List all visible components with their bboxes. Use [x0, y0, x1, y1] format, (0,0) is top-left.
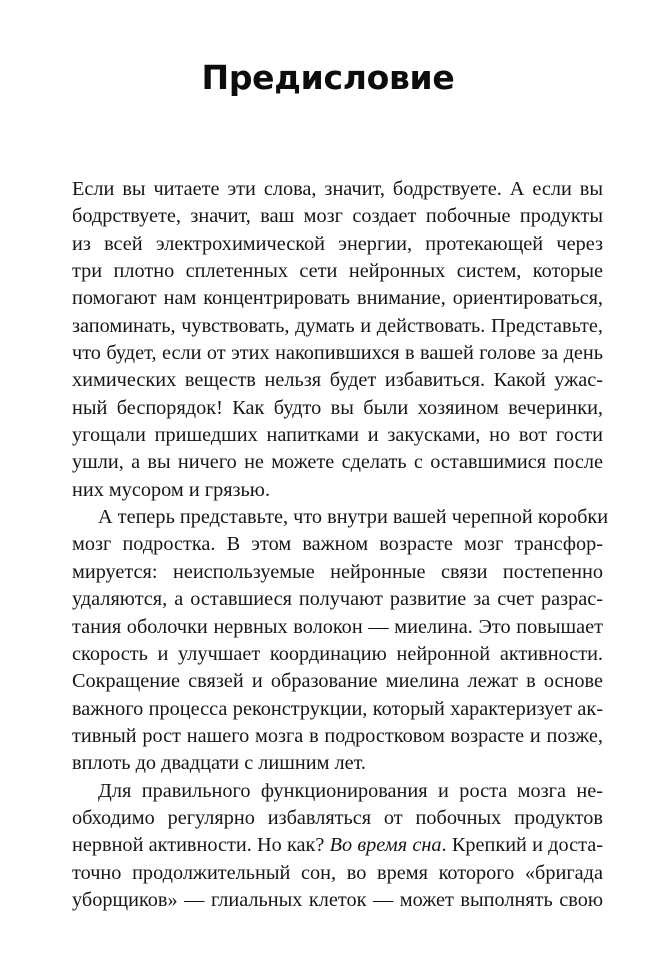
text-line: бодрствуете, значит, ваш мозг создает побочные продукты	[72, 205, 603, 228]
paragraph-3	[72, 778, 603, 915]
text-line: обходимо регулярно избавляться от побочных продуктов	[72, 806, 603, 829]
text-line: помогают нам концентрировать внимание, ориентироваться,	[72, 287, 603, 310]
text-line	[72, 832, 603, 859]
text-run: нервной активности. Но как?	[72, 834, 330, 857]
paragraph-1	[72, 176, 603, 504]
text-line: уборщиков» — глиальных клеток — может выполнять свою	[72, 888, 603, 911]
text-line: из всей электрохимической энергии, протекающей через	[72, 232, 603, 255]
text-line: Для правильного функционирования и роста мозга не-	[98, 779, 603, 802]
text-line: А теперь представьте, что внутри вашей черепной коробки	[98, 506, 609, 529]
text-line: химических веществ нельзя будет избавиться. Какой ужас-	[72, 369, 603, 392]
text-line: мируется: неиспользуемые нейронные связи постепенно	[72, 560, 603, 583]
text-line: три плотно сплетенных сети нейронных систем, которые	[72, 260, 603, 283]
text-line: ушли, а вы ничего не можете сделать с оставшимися после	[72, 451, 603, 474]
text-line: угощали пришедших напитками и закусками, но вот гости	[72, 424, 603, 447]
text-line: ный беспорядок! Как будто вы были хозяином вечеринки,	[72, 396, 603, 419]
text-line: вплоть до двадцати с лишним лет.	[72, 752, 367, 775]
paragraph-2	[72, 504, 609, 777]
emphasis-text: Во время сна	[329, 834, 442, 857]
text-line: мозг подростка. В этом важном возрасте мозг трансфор-	[72, 533, 603, 556]
text-line: скорость и улучшает координацию нейронной активности.	[72, 642, 603, 665]
body-text	[72, 176, 609, 914]
text-line: удаляются, а оставшиеся получают развитие за счет разрас-	[72, 588, 603, 611]
text-run: . Крепкий и доста-	[441, 834, 603, 857]
text-line: Если вы читаете эти слова, значит, бодрствуете. А если вы	[72, 178, 603, 200]
text-line: запоминать, чувствовать, думать и действовать. Представьте,	[72, 314, 603, 337]
text-line: тивный рост нашего мозга в подростковом возрасте и позже,	[72, 724, 603, 747]
chapter-title: Предисловие	[201, 58, 455, 97]
text-line: них мусором и грязью.	[72, 478, 271, 501]
text-line: Сокращение связей и образование миелина лежат в основе	[72, 670, 603, 693]
text-line: важного процесса реконструкции, который характеризует ак-	[72, 697, 603, 720]
text-line: точно продолжительный сон, во время которого «бригада	[72, 861, 603, 884]
text-line: тания оболочки нервных волокон — миелина. Это повышает	[72, 615, 603, 638]
text-line: что будет, если от этих накопившихся в вашей голове за день	[72, 342, 603, 365]
